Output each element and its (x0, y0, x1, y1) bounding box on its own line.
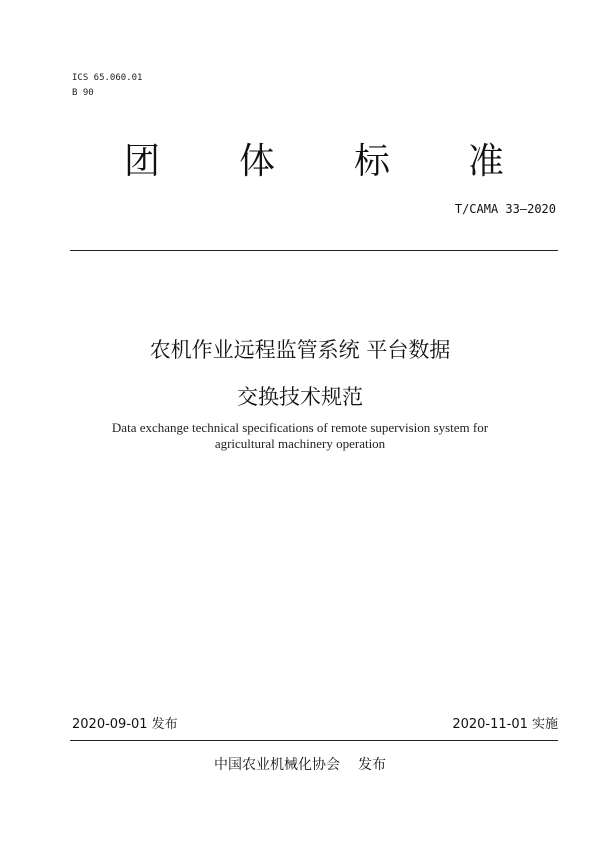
doc-type-char: 体 (239, 141, 276, 182)
publisher-line (0, 756, 600, 774)
english-title-line-1: Data exchange technical specifications of remote supervision system for (111, 420, 489, 435)
implementation-date: 2020-11-01 实施 (452, 717, 558, 732)
chinese-title-line-2: 交换技术规范 (237, 385, 363, 409)
bottom-divider (70, 740, 558, 741)
ics-code: ICS 65.060.01 (72, 73, 143, 83)
publisher-action: 发布 (358, 757, 386, 773)
publisher-name: 中国农业机械化协会 (214, 757, 340, 773)
issue-date: 2020-09-01 发布 (72, 717, 178, 732)
ccs-code: B 90 (72, 88, 94, 98)
doc-type-char: 准 (468, 141, 505, 182)
standard-number: T/CAMA 33—2020 (454, 202, 556, 216)
doc-type-char: 标 (354, 141, 391, 182)
chinese-title-line-1: 农机作业远程监管系统 平台数据 (149, 338, 451, 362)
doc-type-char: 团 (124, 141, 161, 182)
english-title-line-2: agricultural machinery operation (214, 436, 386, 451)
top-divider (70, 250, 558, 251)
